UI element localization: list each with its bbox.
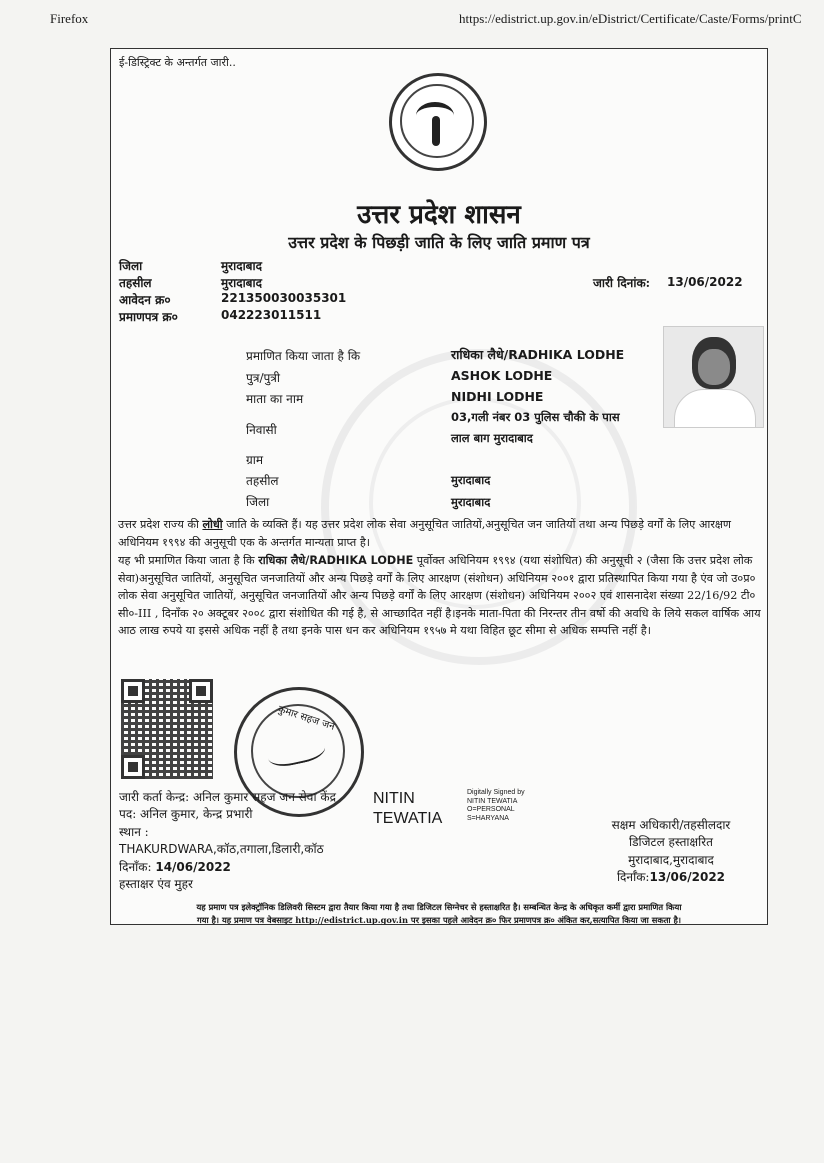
issuing-center: जारी कर्ता केन्द्र: अनिल कुमार सहज जन सेवा केंद्र: [119, 790, 336, 804]
page-url[interactable]: https://edistrict.up.gov.in/eDistrict/Certificate/Caste/Forms/printC: [459, 11, 802, 26]
sign-and-seal-label: हस्ताक्षर एंव मुहर: [119, 877, 193, 892]
handwritten-signature: [265, 730, 328, 769]
issuing-center-block: [119, 789, 336, 893]
verification-footer: [111, 901, 767, 925]
detail-value-address: 03,गली नंबर 03 पुलिस चौकी के पास: [451, 410, 620, 424]
detail-value-mother: NIDHI LODHE: [451, 389, 544, 404]
district-value: मुरादाबाद: [221, 259, 263, 273]
eligibility-text-a: यह भी प्रमाणित किया जाता है कि: [118, 554, 259, 567]
place-value: THAKURDWARA,कॉठ,तगाला,डिलारी,कॉठ: [119, 842, 324, 857]
state-emblem-icon: [389, 73, 487, 171]
issued-under-note: ई-डिस्ट्रिक्ट के अन्तर्गत जारी..: [119, 56, 236, 69]
applicant-photo: [663, 326, 764, 428]
detail-label-child-of: पुत्र/पुत्री: [246, 371, 281, 385]
district-label: जिला: [119, 259, 143, 273]
eligibility-statement: [118, 552, 762, 640]
issue-date-value: 13/06/2022: [667, 275, 743, 289]
digitally-signed-label: डिजिटल हस्ताक्षरित: [629, 835, 713, 850]
browser-app-name: Firefox: [50, 11, 89, 26]
eligibility-text-b: पूर्वोक्त अधिनियम १९९४ (यथा संशोधित) की अनुसूची २ (जैसा कि उत्तर प्रदेश लोक सेवा)अनुसूचित जातियों, अनुसूचित जनजातियों और अन्य पिछड़े वर्गों के लिए आरक्षण (संशोधन) अधिनियम २००१ द्वारा प्रतिस्थापित किया गया है एंव जो उ०प्र० लोक सेवा अनुसूचित जातियों, अनुसूचित जनजातियों और अन्य पिछड़े वर्गों के लिए आरक्षण (संशोधन) अधिनियम २००२ एवं शासनादेश संख्या 22/16/92 टी० सी०-III , दिनाँक २० अक्टूबर २००८ द्वारा संशोधित की गई है, से आच्छादित नहीं है।इनके माता-पिता की निरन्तर तीन वर्षो की अवधि के लिये सकल वार्षिक आय आठ लाख रुपये या इससे अधिक नहीं है तथा इनके पास धन कर अधिनियम १९५७ मे यथा विहित छूट सीमा से अधिक सम्पत्ति नहीं है।: [118, 554, 761, 637]
browser-header: [0, 0, 824, 38]
detail-label-village: ग्राम: [246, 453, 264, 467]
footer-line-1: यह प्रमाण पत्र इलेक्ट्रॉनिक डिलिवरी सिस्टम द्वारा तैयार किया गया है तथा डिजिटल सिग्नेचर से हस्ताक्षरित है। सम्बन्धित केन्द्र के अधिकृत कर्मी द्वारा प्रमाणित किया: [196, 902, 682, 912]
tehsil-label: तहसील: [119, 276, 152, 290]
detail-label-district: जिला: [246, 495, 270, 509]
authority-place: मुरादाबाद,मुरादाबाद: [628, 852, 714, 867]
detail-label-mother: माता का नाम: [246, 392, 304, 406]
caste-statement-text-a: उत्तर प्रदेश राज्य की: [118, 518, 203, 531]
detail-value-district: मुरादाबाद: [451, 495, 491, 509]
certificate-no-value: 042223011511: [221, 308, 322, 322]
footer-line-2: गया है। यह प्रमाण पत्र वेबसाइट http://edistrict.up.gov.in पर इसका पहले आवेदन क्र० फिर प्रमाणपत्र क्र० अंकित कर,सत्यापित किया जा सकता है।: [196, 914, 682, 925]
detail-value-name: राधिका लैधे/RADHIKA LODHE: [451, 347, 625, 362]
detail-value-address-line2: लाल बाग मुरादाबाद: [451, 431, 533, 445]
detail-label-tehsil: तहसील: [246, 474, 279, 488]
center-date-value: 14/06/2022: [155, 859, 231, 874]
caste-certificate: [110, 48, 768, 925]
seal-text: कुमार सहज जन: [276, 704, 336, 733]
certificate-subtitle: उत्तर प्रदेश के पिछड़ी जाति के लिए जाति प्रमाण पत्र: [288, 233, 590, 252]
eligibility-applicant-name: राधिका लैधे/RADHIKA LODHE: [258, 554, 414, 567]
authority-title: सक्षम अधिकारी/तहसीलदार: [611, 818, 731, 832]
authority-date-label: दिर्नाँक:: [616, 870, 650, 885]
caste-statement-text-b: जाति के व्यक्ति हैं। यह उत्तर प्रदेश लोक सेवा अनुसूचित जातियों,अनुसूचित जन जातियों तथा अन्य पिछड़े वर्गों के लिए आरक्षण अधिनियम १९९४ की अनुसूची एक के अन्तर्गत मान्यता प्राप्त है।: [118, 518, 732, 549]
center-date-label: दिनाँक:: [119, 859, 152, 874]
application-no-label: आवेदन क्र०: [119, 293, 171, 307]
authority-date-value: 13/06/2022: [649, 870, 726, 885]
application-no-value: 221350030035301: [221, 291, 347, 305]
certificate-title: उत्तर प्रदेश शासन: [357, 200, 521, 230]
authority-block: [581, 817, 761, 887]
detail-value-father: ASHOK LODHE: [451, 368, 553, 383]
certificate-no-label: प्रमाणपत्र क्र०: [119, 310, 178, 324]
detail-label-certified: प्रमाणित किया जाता है कि: [246, 349, 361, 363]
issue-date-label: जारी दिनांक:: [593, 276, 651, 290]
digital-signer-name: NITIN TEWATIA: [373, 790, 443, 827]
place-label: स्थान :: [119, 824, 149, 839]
tehsil-value: मुरादाबाद: [221, 276, 263, 290]
digital-sign-details: Digitally Signed by NITIN TEWATIA O=PERSONAL S=HARYANA: [467, 789, 525, 822]
caste-statement: [118, 516, 762, 551]
issuer-post: पद: अनिल कुमार, केन्द्र प्रभारी: [119, 807, 253, 822]
detail-value-tehsil: मुरादाबाद: [451, 473, 491, 487]
caste-name: लोधी: [202, 517, 223, 531]
verification-qr-code[interactable]: [121, 679, 213, 779]
detail-label-resident: निवासी: [246, 423, 277, 437]
